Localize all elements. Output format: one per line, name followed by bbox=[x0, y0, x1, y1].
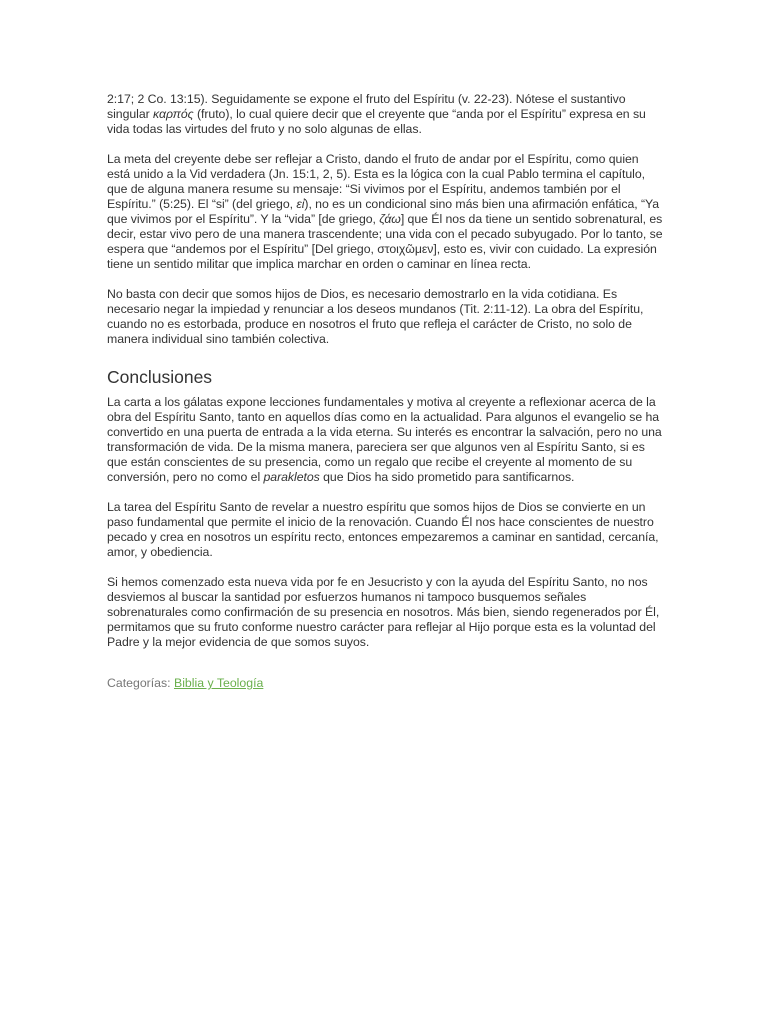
paragraph bbox=[107, 287, 663, 347]
category-link[interactable]: Biblia y Teología bbox=[174, 676, 264, 690]
greek-term: ζάω bbox=[379, 212, 401, 226]
categories bbox=[107, 676, 663, 690]
paragraph bbox=[107, 152, 663, 272]
text-run: ), no es un condicional sino más bien una afirmación enfática, “Ya que vivimos por el Espíritu”. Y la “vida” [de griego, bbox=[107, 197, 660, 226]
paragraph bbox=[107, 395, 663, 485]
intro-section bbox=[107, 92, 663, 347]
paragraph bbox=[107, 92, 663, 137]
paragraph bbox=[107, 500, 663, 560]
text-run: que Dios ha sido prometido para santificarnos. bbox=[319, 470, 575, 484]
text-run: ] que Él nos da tiene un sentido sobrenatural, es decir, estar vivo pero de una manera trascendente; una vida con el pecado subyugado. Por lo tanto, se espera que “andemos por el Espíritu” [Del griego, στοιχῶμεν], esto es, vivir con cuidado. La expresión tiene un sentido militar que implica marchar en orden o caminar en línea recta. bbox=[107, 212, 663, 271]
article-body bbox=[107, 92, 663, 690]
conclusion-section bbox=[107, 395, 663, 650]
categories-label: Categorías: bbox=[107, 676, 171, 690]
text-run: 2:17; 2 Co. 13:15). Seguidamente se expone el fruto del Espíritu (v. 22-23). Nótese el sustantivo singular bbox=[107, 92, 626, 121]
text-run: La carta a los gálatas expone lecciones fundamentales y motiva al creyente a reflexionar acerca de la obra del Espíritu Santo, tanto en aquellos días como en la actualidad. Para algunos el evangelio se ha convertido en una puerta de entrada a la vida eterna. Su interés es encontrar la salvación, pero no una transformación de vida. De la misma manera, pareciera ser que algunos ven al Espíritu Santo, si es que están conscientes de su presencia, como un regalo que recibe el creyente al momento de su conversión, pero no como el bbox=[107, 395, 662, 484]
text-run: La meta del creyente debe ser reflejar a Cristo, dando el fruto de andar por el Espíritu, como quien está unido a la Vid verdadera (Jn. 15:1, 2, 5). Esta es la lógica con la cual Pablo termina el capítulo, que de alguna manera resume su mensaje: “Si vivimos por el Espíritu, andemos también por el Espíritu.” (5:25). El “si” (del griego, bbox=[107, 152, 646, 211]
greek-term: καρπός bbox=[153, 107, 194, 121]
text-run: (fruto), lo cual quiere decir que el creyente que “anda por el Espíritu” expresa en su vida todas las virtudes del fruto y no solo algunas de ellas. bbox=[107, 107, 646, 136]
section-heading: Conclusiones bbox=[107, 367, 213, 387]
text-run: Si hemos comenzado esta nueva vida por fe en Jesucristo y con la ayuda del Espíritu Santo, no nos desviemos al buscar la santidad por esfuerzos humanos ni tampoco busquemos señales sobrenaturales como confirmación de su presencia en nosotros. Más bien, siendo regenerados por Él, permitamos que su fruto conforme nuestro carácter para reflejar al Hijo porque esta es la voluntad del Padre y la mejor evidencia de que somos suyos. bbox=[107, 575, 660, 649]
text-run: No basta con decir que somos hijos de Dios, es necesario demostrarlo en la vida cotidiana. Es necesario negar la impiedad y renunciar a los deseos mundanos (Tit. 2:11-12). La obra del Espíritu, cuando no es estorbada, produce en nosotros el fruto que refleja el carácter de Cristo, no solo de manera individual sino también colectiva. bbox=[107, 287, 644, 346]
paragraph bbox=[107, 575, 663, 650]
greek-term: εἰ bbox=[296, 197, 305, 211]
greek-term: parakletos bbox=[263, 470, 320, 484]
text-run: La tarea del Espíritu Santo de revelar a nuestro espíritu que somos hijos de Dios se convierte en un paso fundamental que permite el inicio de la renovación. Cuando Él nos hace conscientes de nuestro pecado y crea en nosotros un espíritu recto, entonces empezaremos a caminar en santidad, cercanía, amor, y obediencia. bbox=[107, 500, 659, 559]
